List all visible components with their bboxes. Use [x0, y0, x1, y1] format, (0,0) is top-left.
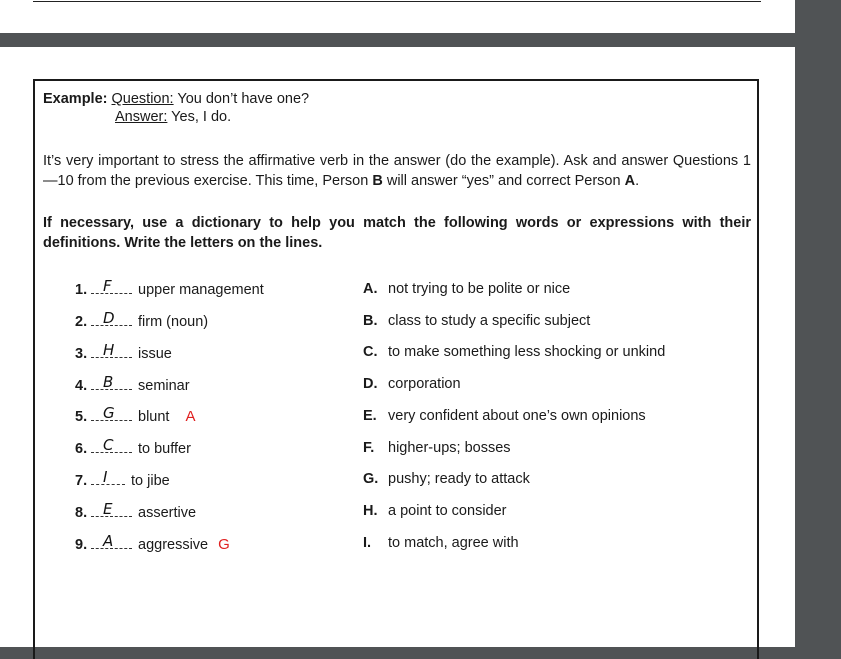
definition-letter: H. — [363, 503, 378, 519]
definition-text: class to study a specific subject — [388, 313, 591, 329]
definition-item — [363, 471, 530, 487]
list-item — [75, 533, 230, 555]
definition-item — [363, 313, 590, 329]
definition-letter: C. — [363, 344, 378, 360]
paragraph-bold-1: B — [372, 172, 383, 189]
written-answer: F — [103, 277, 112, 295]
definition-text: a point to consider — [388, 503, 507, 519]
answer-blank[interactable] — [91, 501, 132, 517]
written-answer: E — [103, 500, 113, 518]
item-number: 7. — [75, 473, 88, 489]
item-number: 4. — [75, 378, 88, 394]
definition-item — [363, 535, 519, 551]
item-word: to buffer — [138, 441, 191, 457]
definition-text: corporation — [388, 376, 461, 392]
definition-item — [363, 344, 665, 360]
previous-box-border — [33, 0, 761, 2]
item-number: 1. — [75, 282, 88, 298]
written-answer: I — [103, 468, 108, 486]
answer-blank[interactable] — [91, 469, 125, 485]
item-number: 3. — [75, 346, 88, 362]
example-question-line — [43, 90, 309, 109]
item-number: 5. — [75, 409, 88, 425]
list-item — [75, 437, 207, 459]
item-number: 2. — [75, 314, 88, 330]
red-correction-mark: A — [185, 408, 196, 425]
matching-instructions: If necessary, use a dictionary to help you match the following words or expressions with their definitions. Write the letters on the lines. — [43, 215, 751, 251]
definition-text: pushy; ready to attack — [388, 471, 530, 487]
red-correction-mark: G — [218, 536, 230, 553]
answer-blank[interactable] — [91, 405, 132, 421]
item-word: issue — [138, 346, 172, 362]
answer-blank[interactable] — [91, 342, 132, 358]
question-label: Question: — [111, 91, 174, 107]
definition-letter: E. — [363, 408, 377, 424]
item-number: 9. — [75, 537, 88, 553]
paragraph-text-3: . — [635, 172, 640, 189]
exercise-box — [33, 79, 759, 659]
document-page — [0, 47, 795, 647]
question-text: You don’t have one? — [177, 91, 310, 107]
viewer-background — [795, 0, 841, 639]
definition-letter: B. — [363, 313, 378, 329]
definition-item — [363, 376, 461, 392]
answer-blank[interactable] — [91, 310, 132, 326]
definition-text: very confident about one’s own opinions — [388, 408, 646, 424]
list-item — [75, 342, 188, 364]
paragraph-text-2: will answer “yes” and correct Person — [382, 172, 625, 189]
list-item — [75, 374, 206, 396]
item-word: upper management — [138, 282, 264, 298]
paragraph-text-1: It’s very important to stress the affirmative verb in the answer (do the example). Ask and answer Questions 1—10 from the previous exercise. This time, Person — [43, 153, 751, 189]
item-word: to jibe — [131, 473, 170, 489]
list-item — [75, 310, 224, 332]
answer-text: Yes, I do. — [171, 109, 232, 125]
definition-letter: A. — [363, 281, 378, 297]
blank-line — [91, 484, 125, 485]
written-answer: D — [103, 309, 115, 327]
written-answer: H — [103, 341, 115, 359]
previous-page-bottom — [0, 0, 795, 33]
definition-letter: I. — [363, 535, 372, 551]
definition-text: to make something less shocking or unkind — [388, 344, 666, 360]
written-answer: B — [103, 373, 114, 391]
written-answer: A — [103, 532, 114, 550]
answer-blank[interactable] — [91, 374, 132, 390]
definition-item — [363, 281, 570, 297]
written-answer: C — [103, 436, 114, 454]
item-word: blunt — [138, 409, 170, 425]
paragraph-bold-2: A — [624, 172, 636, 189]
item-number: 6. — [75, 441, 88, 457]
item-number: 8. — [75, 505, 88, 521]
definition-letter: D. — [363, 376, 378, 392]
definition-text: not trying to be polite or nice — [388, 281, 571, 297]
list-item — [75, 501, 212, 523]
list-item — [75, 405, 195, 427]
example-answer-line — [115, 109, 231, 125]
definition-item — [363, 503, 507, 519]
definition-text: to match, agree with — [388, 535, 519, 551]
item-word: seminar — [138, 378, 190, 394]
item-word: aggressive — [138, 537, 209, 553]
definition-item — [363, 440, 511, 456]
answer-blank[interactable] — [91, 437, 132, 453]
answer-blank[interactable] — [91, 278, 132, 294]
definition-letter: F. — [363, 440, 375, 456]
instruction-paragraph — [43, 152, 751, 191]
definition-item — [363, 408, 646, 424]
item-word: firm (noun) — [138, 314, 209, 330]
answer-label: Answer: — [115, 109, 168, 125]
definition-letter: G. — [363, 471, 379, 487]
item-word: assertive — [138, 505, 197, 521]
definition-text: higher-ups; bosses — [388, 440, 511, 456]
list-item — [75, 469, 186, 491]
list-item — [75, 278, 280, 300]
example-label: Example: — [43, 91, 108, 107]
written-answer: G — [103, 404, 115, 422]
answer-blank[interactable] — [91, 533, 132, 549]
